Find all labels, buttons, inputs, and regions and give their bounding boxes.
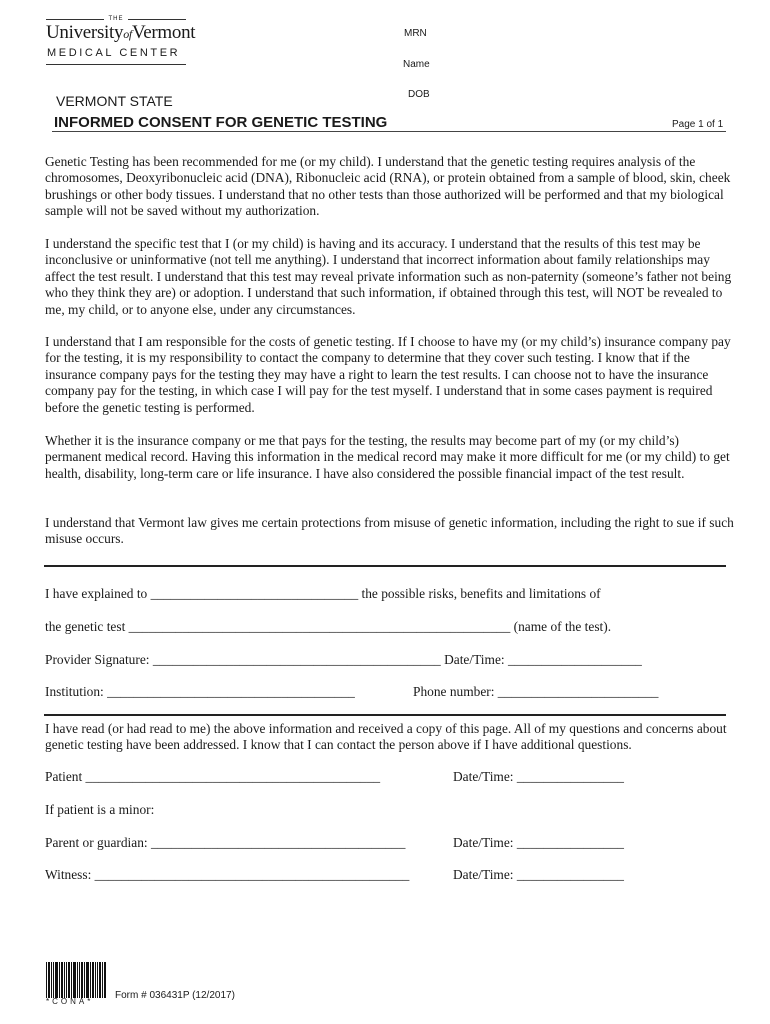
paragraph-costs: I understand that I am responsible for the costs of genetic testing. If I choose to have my (or my child’s) insurance company pay for the testing, it is my responsibility to contact the company to determine that they cover such testing. I know that if the insurance company pays for the testing they may have a right to learn the test results. I can choose not to have the insurance company pay for the testing, in which case I will pay for the test myself. I understand that in some cases payment is required before the genetic testing is performed. bbox=[45, 334, 731, 415]
barcode-icon bbox=[46, 962, 106, 998]
genetic-test-name-field[interactable]: the genetic test _________________________________________________________ (name of the test). bbox=[45, 619, 612, 634]
section-divider bbox=[44, 565, 726, 567]
witness-signature-field[interactable]: Witness: _______________________________________________ bbox=[45, 867, 410, 882]
institution-field[interactable]: Institution: _____________________________________ bbox=[45, 684, 355, 699]
patient-acknowledgment: I have read (or had read to me) the above information and received a copy of this page. All of my questions and concerns about genetic testing have been addressed. I know that I can contact the person above if I have additional questions. bbox=[45, 721, 727, 753]
logo-the: THE bbox=[108, 16, 124, 22]
patient-signature-field[interactable]: Patient ____________________________________________ bbox=[45, 769, 381, 784]
paragraph-test-accuracy: I understand the specific test that I (or my child) is having and its accuracy. I understand that the results of this test may be inconclusive or uninformative (not tell me anything). I understand that incorrect information about family relationships may affect the test result. I understand that this test may reveal private information such as non-paternity (someone’s father not being who they think they are) or adoption. I understand that such information, if obtained through this test, will NOT be revealed to me, my child, or to anyone else, under any circumstances. bbox=[45, 236, 732, 317]
patient-date-field[interactable]: Date/Time: ________________ bbox=[453, 769, 624, 784]
form-number: Form # 036431P (12/2017) bbox=[115, 990, 235, 1001]
paragraph-vermont-law: I understand that Vermont law gives me certain protections from misuse of genetic information, including the right to sue if such misuse occurs. bbox=[45, 515, 734, 547]
paragraph-genetic-testing: Genetic Testing has been recommended for me (or my child). I understand that the genetic testing requires analysis of the chromosomes, Deoxyribonucleic acid (DNA), Ribonucleic acid (RNA), or protein obtained from a sample of blood, skin, cheek brushings or other body tissues. I understand that no other tests than those authorized will be performed and that my biological sample will not be saved without my authorization. bbox=[45, 154, 731, 219]
section-divider bbox=[44, 714, 726, 716]
witness-date-field[interactable]: Date/Time: ________________ bbox=[453, 867, 624, 882]
phone-number-field[interactable]: Phone number: ________________________ bbox=[413, 684, 659, 699]
minor-label: If patient is a minor: bbox=[45, 802, 155, 817]
name-label: Name bbox=[403, 59, 430, 70]
university-vermont-logo bbox=[46, 16, 196, 66]
page-title: INFORMED CONSENT FOR GENETIC TESTING bbox=[54, 114, 388, 131]
guardian-date-field[interactable]: Date/Time: ________________ bbox=[453, 835, 624, 850]
paragraph-medical-record: Whether it is the insurance company or me that pays for the testing, the results may become part of my (or my child’s) permanent medical record. Having this information in the medical record may make it more difficult for me (or my child) to get health, disability, long-term care or life insurance. I have also considered the possible financial impact of the test result. bbox=[45, 433, 730, 481]
logo-medical-center: MEDICAL CENTER bbox=[47, 47, 181, 59]
dob-label: DOB bbox=[408, 89, 430, 100]
logo-divider bbox=[128, 19, 186, 20]
page-number: Page 1 of 1 bbox=[672, 119, 724, 130]
mrn-label: MRN bbox=[404, 28, 427, 39]
explained-to-field[interactable]: I have explained to _______________________________ the possible risks, benefits and limitations of bbox=[45, 586, 601, 601]
guardian-signature-field[interactable]: Parent or guardian: ______________________________________ bbox=[45, 835, 406, 850]
barcode-text: *CONA* bbox=[46, 997, 94, 1006]
logo-university-of-vermont: UniversityofVermont bbox=[46, 22, 196, 43]
provider-signature-field[interactable]: Provider Signature: ___________________________________________ Date/Time: ____________________ bbox=[45, 652, 642, 667]
state-heading: VERMONT STATE bbox=[56, 93, 173, 109]
logo-divider bbox=[46, 64, 186, 65]
title-underline bbox=[52, 131, 726, 132]
